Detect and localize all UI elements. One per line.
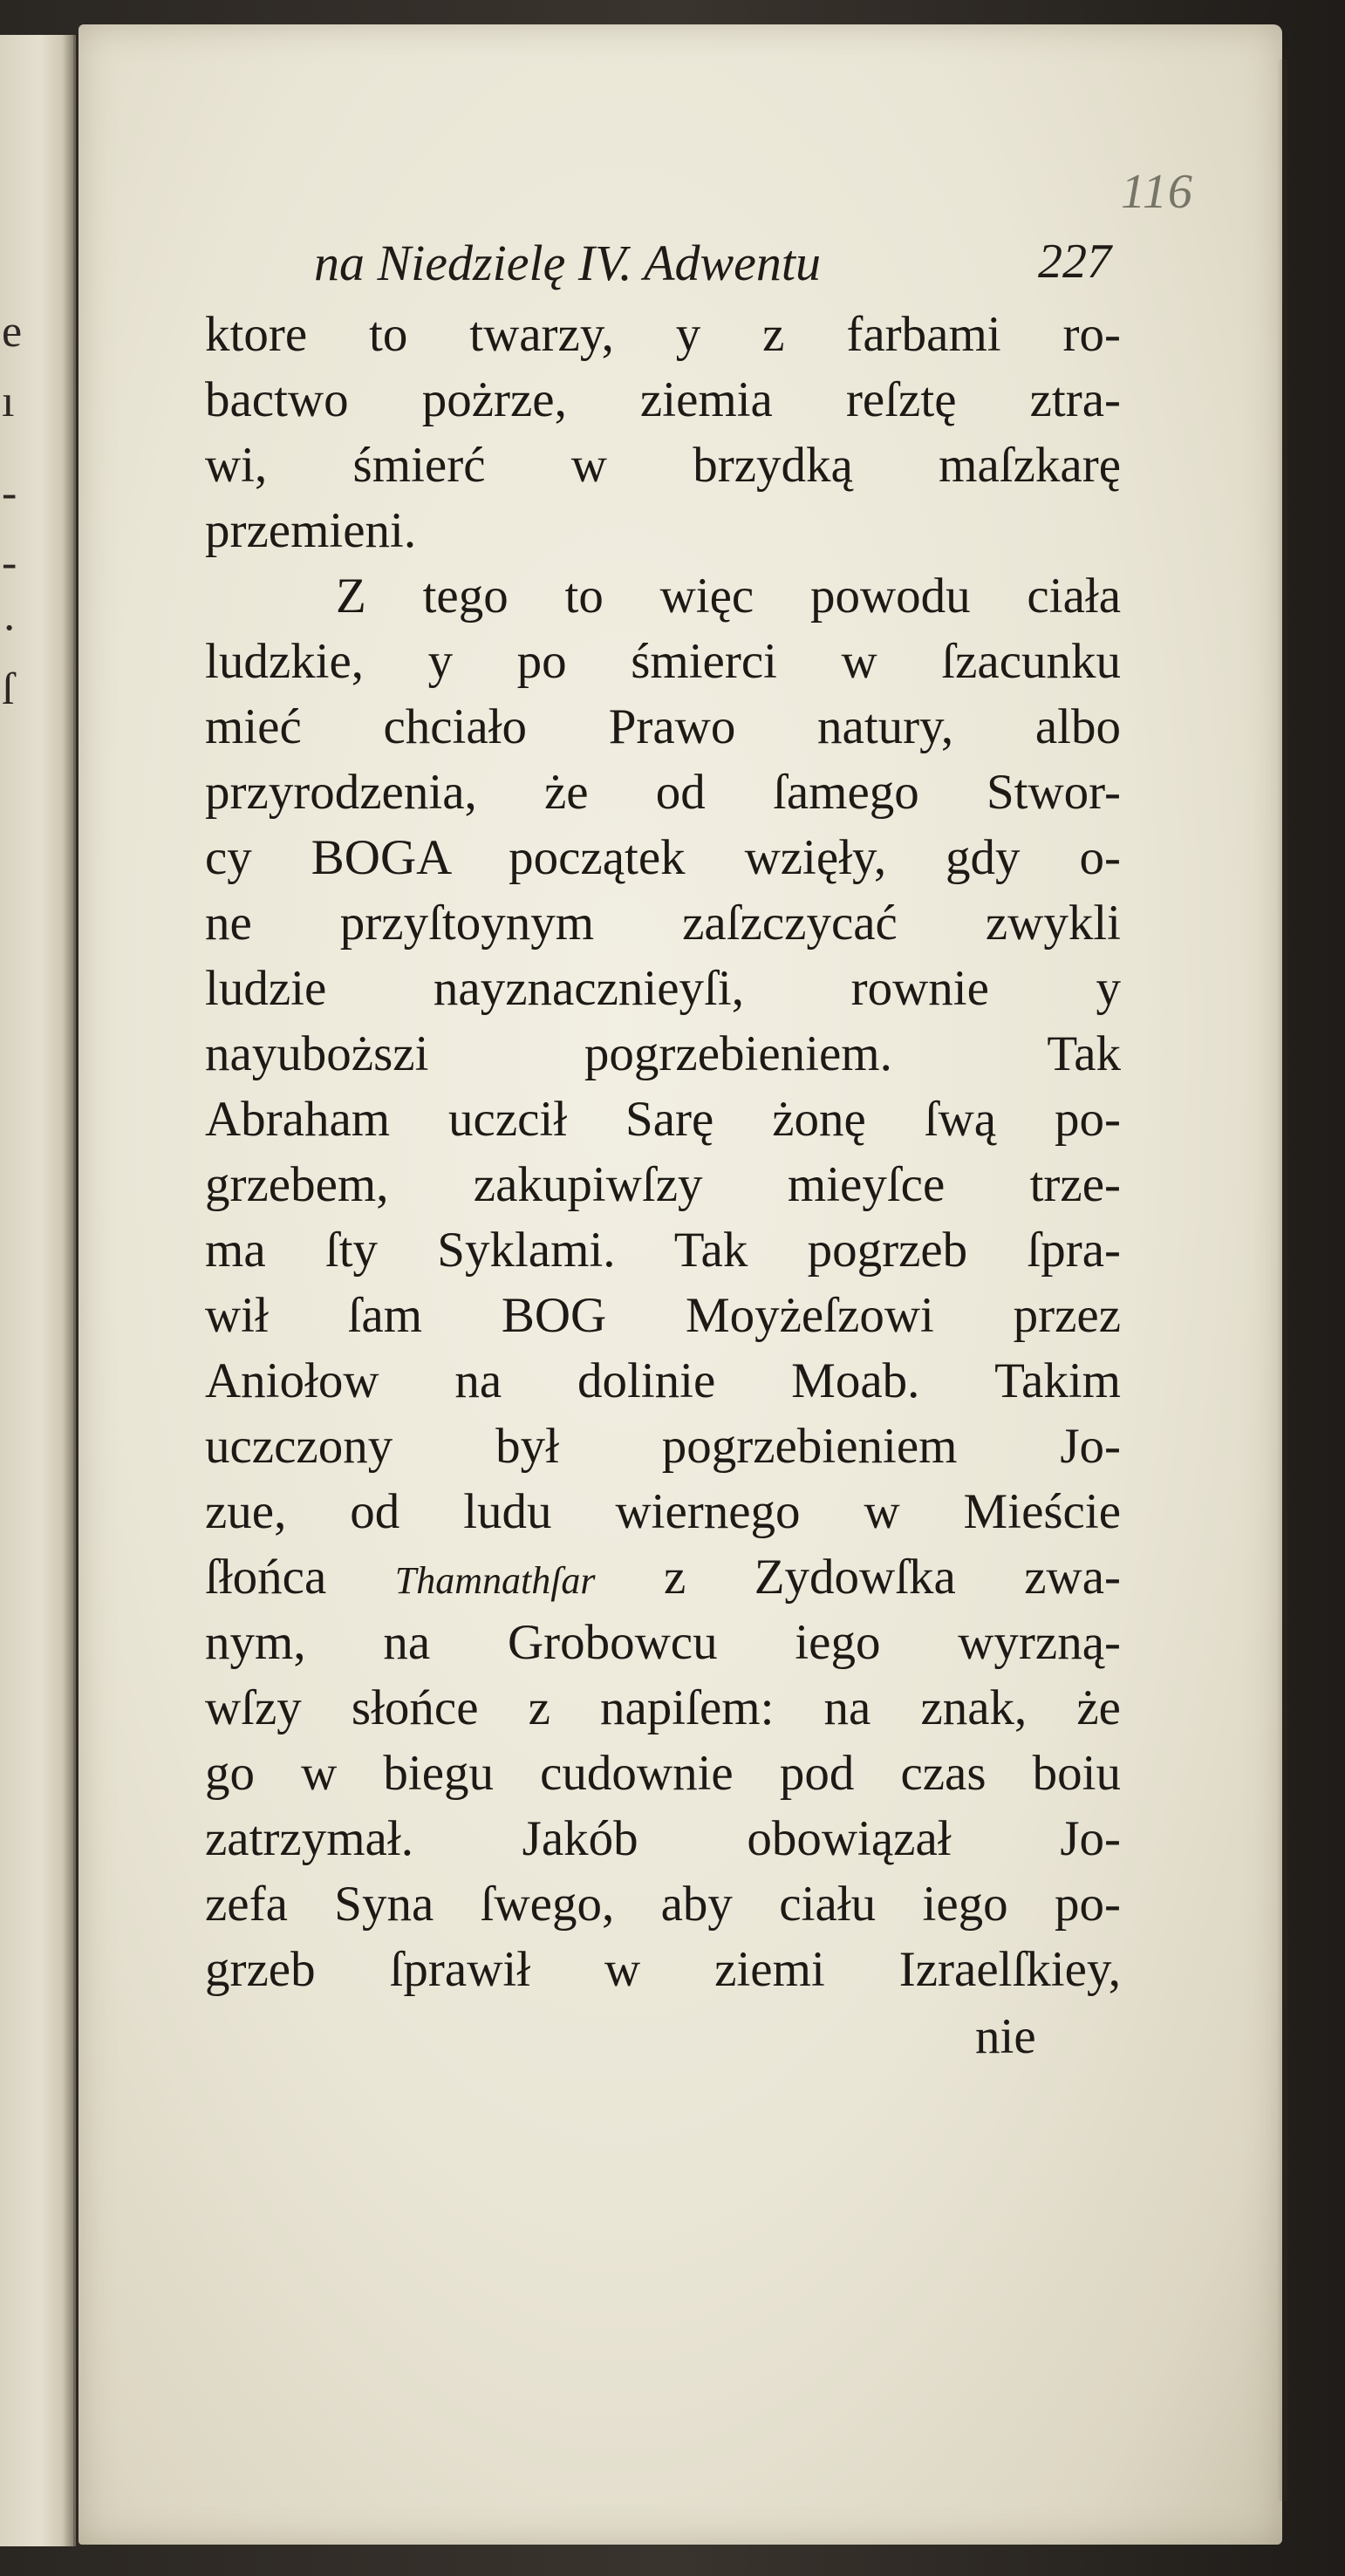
facing-page-fragment: e bbox=[2, 307, 23, 357]
text-line: cy BOGA początek wzięły, gdy o- bbox=[205, 830, 1121, 885]
text-line: ktore to twarzy, y z farbami ro- bbox=[205, 307, 1121, 362]
text-segment: ſłońca bbox=[205, 1550, 327, 1605]
facing-page-fragment: · bbox=[2, 603, 17, 653]
facing-page-fragment: - bbox=[2, 468, 17, 518]
text-line: przemieni. bbox=[205, 503, 417, 558]
facing-page-fragment: ı bbox=[2, 377, 15, 426]
text-line: Abraham uczcił Sarę żonę ſwą po- bbox=[205, 1092, 1121, 1147]
text-line: ludzie nayznacznieyſi, rownie y bbox=[205, 961, 1121, 1016]
text-segment: z Zydowſka zwa- bbox=[663, 1550, 1121, 1605]
text-line: wſzy słońce z napiſem: na znak, że bbox=[205, 1680, 1121, 1735]
body-text bbox=[205, 302, 1130, 2002]
text-line: ne przyſtoynym zaſzczycać zwykli bbox=[205, 896, 1121, 951]
text-line: nayuboższi pogrzebieniem. Tak bbox=[205, 1026, 1121, 1081]
handwritten-folio-number: 116 bbox=[1121, 165, 1193, 219]
catchword: nie bbox=[975, 2009, 1036, 2064]
text-line-with-italic bbox=[205, 1544, 1121, 1610]
text-line: grzeb ſprawił w ziemi Izraelſkiey, bbox=[205, 1942, 1121, 1997]
text-line: ludzkie, y po śmierci w ſzacunku bbox=[205, 634, 1121, 689]
text-line: nym, na Grobowcu iego wyrzną- bbox=[205, 1615, 1121, 1670]
text-line: go w biegu cudownie pod czas boiu bbox=[205, 1746, 1121, 1801]
text-line: Aniołow na dolinie Moab. Takim bbox=[205, 1353, 1121, 1408]
facing-page-fragment: ſ bbox=[2, 664, 15, 714]
text-line: zatrzymał. Jakób obowiązał Jo- bbox=[205, 1811, 1121, 1866]
text-line: mieć chciało Prawo natury, albo bbox=[205, 699, 1121, 754]
text-line: grzebem, zakupiwſzy mieyſce trze- bbox=[205, 1157, 1121, 1212]
text-line: wił ſam BOG Moyżeſzowi przez bbox=[205, 1288, 1121, 1343]
page-number: 227 bbox=[1038, 235, 1111, 289]
text-line: uczczony był pogrzebieniem Jo- bbox=[205, 1419, 1121, 1474]
text-line: zue, od ludu wiernego w Mieście bbox=[205, 1484, 1121, 1539]
text-line: wi, śmierć w brzydką maſzkarę bbox=[205, 438, 1121, 493]
italic-place-name: Thamnathſar bbox=[394, 1559, 596, 1602]
book-page bbox=[79, 24, 1282, 2545]
running-head: na Niedzielę IV. Adwentu bbox=[314, 235, 822, 291]
text-line: bactwo pożrze, ziemia reſztę ztra- bbox=[205, 372, 1121, 427]
text-line: ma ſty Syklami. Tak pogrzeb ſpra- bbox=[205, 1223, 1121, 1278]
text-line: zefa Syna ſwego, aby ciału iego po- bbox=[205, 1877, 1121, 1932]
facing-page-edge bbox=[0, 35, 76, 2546]
text-line: Z tego to więc powodu ciała bbox=[336, 569, 1121, 624]
facing-page-fragment: - bbox=[2, 538, 17, 588]
text-line: przyrodzenia, że od ſamego Stwor- bbox=[205, 765, 1121, 820]
